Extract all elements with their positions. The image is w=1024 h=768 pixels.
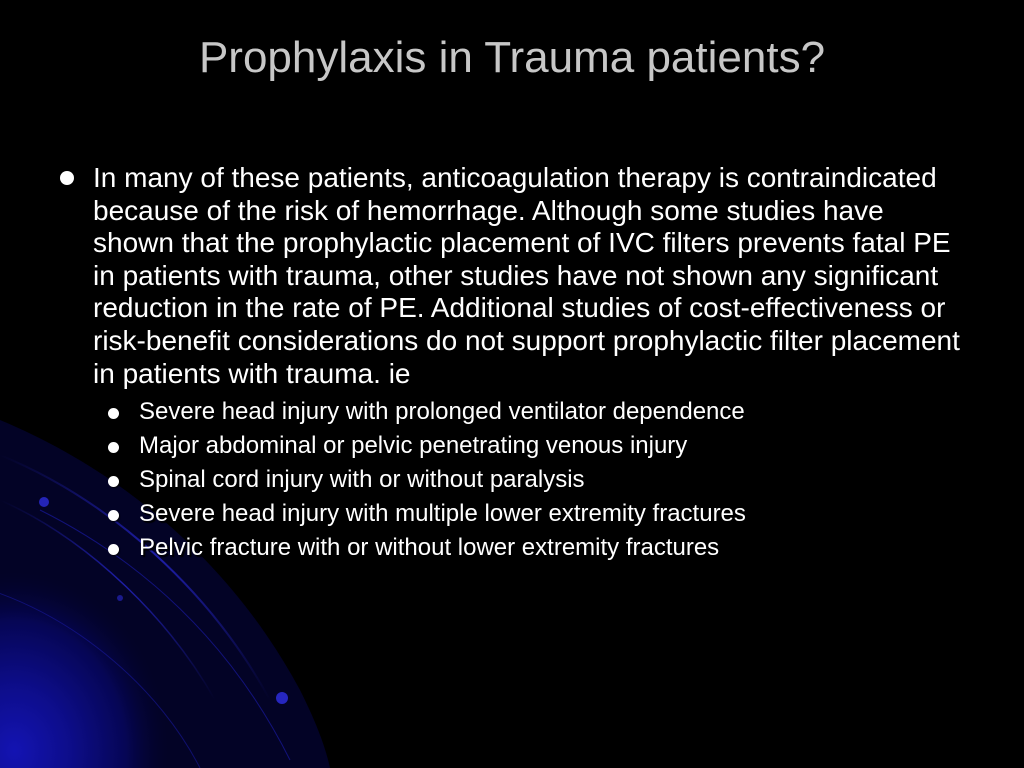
sub-bullet-item <box>107 497 960 531</box>
bullet-dot-icon <box>60 171 74 185</box>
sub-bullet-text: Severe head injury with multiple lower extremity fractures <box>139 500 746 528</box>
sub-bullet-dot-icon <box>108 442 119 453</box>
sub-bullet-text: Pelvic fracture with or without lower extremity fractures <box>139 534 720 562</box>
slide-title: Prophylaxis in Trauma patients? <box>198 33 826 82</box>
sub-bullet-list <box>60 395 960 565</box>
main-bullet-text: In many of these patients, anticoagulation therapy is contraindicated because of the risk of hemorrhage. Although some studies have shown that the prophylactic placement of IVC filters prevents fatal PE in patients with trauma, other studies have not shown any significant reduction in the rate of PE. Additional studies of cost-effectiveness or risk-benefit considerations do not support prophylactic filter placement in patients with trauma. ie <box>93 162 960 389</box>
sub-bullet-text: Spinal cord injury with or without paralysis <box>139 466 585 494</box>
sub-bullet-text: Major abdominal or pelvic penetrating venous injury <box>139 432 688 460</box>
sub-bullet-item <box>107 531 960 565</box>
sub-bullet-dot-icon <box>108 408 119 419</box>
slide-body <box>60 162 960 565</box>
main-bullet <box>60 162 960 390</box>
sub-bullet-item <box>107 429 960 463</box>
sub-bullet-dot-icon <box>108 476 119 487</box>
sub-bullet-text: Severe head injury with prolonged ventilator dependence <box>139 398 745 426</box>
sub-bullet-item <box>107 463 960 497</box>
sub-bullet-dot-icon <box>108 510 119 521</box>
sub-bullet-item <box>107 395 960 429</box>
sub-bullet-dot-icon <box>108 544 119 555</box>
